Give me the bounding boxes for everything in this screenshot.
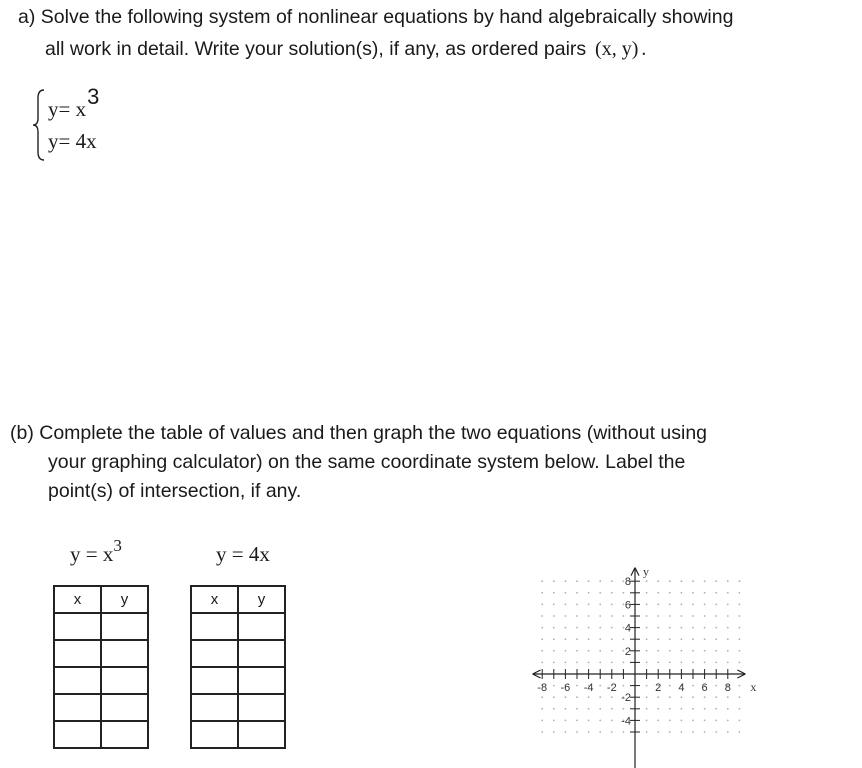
equation-1-exponent: 3 xyxy=(87,84,100,109)
grid-dot xyxy=(565,592,567,594)
grid-dot xyxy=(692,638,694,640)
grid-dot xyxy=(588,627,590,629)
grid-dot xyxy=(715,731,717,733)
grid-dot xyxy=(692,604,694,606)
grid-dot xyxy=(727,708,729,710)
grid-dot xyxy=(669,615,671,617)
grid-dot xyxy=(588,615,590,617)
grid-dot xyxy=(657,731,659,733)
table1-cell[interactable] xyxy=(54,640,101,667)
grid-dot xyxy=(704,662,706,664)
grid-dot xyxy=(565,627,567,629)
grid-dot xyxy=(739,604,741,606)
grid-dot xyxy=(611,638,613,640)
grid-dot xyxy=(576,650,578,652)
grid-dot xyxy=(646,720,648,722)
grid-dot xyxy=(611,592,613,594)
grid-dot xyxy=(646,650,648,652)
grid-dot xyxy=(681,627,683,629)
grid-dot xyxy=(576,638,578,640)
grid-dot xyxy=(565,604,567,606)
grid-dot xyxy=(588,592,590,594)
grid-dot xyxy=(739,592,741,594)
grid-dot xyxy=(611,604,613,606)
grid-dot xyxy=(646,685,648,687)
grid-dot xyxy=(646,638,648,640)
grid-dot xyxy=(681,708,683,710)
grid-dot xyxy=(576,731,578,733)
grid-dot xyxy=(576,720,578,722)
part-b-line3: point(s) of intersection, if any. xyxy=(48,480,302,502)
coordinate-grid[interactable] xyxy=(455,490,855,768)
grid-dot xyxy=(669,685,671,687)
grid-dot xyxy=(727,662,729,664)
grid-dot xyxy=(611,627,613,629)
grid-dot xyxy=(739,638,741,640)
grid-dot xyxy=(681,662,683,664)
grid-dot xyxy=(588,696,590,698)
ordered-pair: (x, y) xyxy=(595,38,639,60)
grid-dot xyxy=(541,731,543,733)
grid-dot xyxy=(565,615,567,617)
part-b-line2: your graphing calculator) on the same coordinate system below. Label the xyxy=(48,451,686,473)
grid-dot xyxy=(681,592,683,594)
grid-dot xyxy=(704,615,706,617)
grid-dot xyxy=(739,731,741,733)
x-tick-label: 2 xyxy=(655,682,662,694)
grid-dot xyxy=(541,650,543,652)
table2 xyxy=(190,585,286,749)
table1-title xyxy=(70,536,122,567)
table2-cell[interactable] xyxy=(238,613,285,640)
grid-dot xyxy=(623,638,625,640)
grid-dot xyxy=(692,685,694,687)
grid-dot xyxy=(588,708,590,710)
table1-cell[interactable] xyxy=(101,613,148,640)
grid-dot xyxy=(669,650,671,652)
grid-dot xyxy=(541,638,543,640)
grid-dot xyxy=(611,696,613,698)
table1-header-y: y xyxy=(101,586,148,613)
grid-dot xyxy=(704,696,706,698)
grid-dot xyxy=(669,662,671,664)
grid-dot xyxy=(611,731,613,733)
grid-dot xyxy=(599,650,601,652)
grid-dot xyxy=(588,731,590,733)
grid-dot xyxy=(588,662,590,664)
table2-cell[interactable] xyxy=(238,667,285,694)
grid-dot xyxy=(646,580,648,582)
table1 xyxy=(53,585,149,749)
grid-dot xyxy=(657,720,659,722)
table1-cell[interactable] xyxy=(54,721,101,748)
grid-dot xyxy=(657,650,659,652)
grid-dot xyxy=(704,592,706,594)
grid-dot xyxy=(565,731,567,733)
grid-dot xyxy=(681,731,683,733)
table1-cell[interactable] xyxy=(54,694,101,721)
grid-dot xyxy=(576,662,578,664)
grid-dot xyxy=(611,708,613,710)
grid-dot xyxy=(681,638,683,640)
grid-dot xyxy=(727,720,729,722)
grid-dot xyxy=(599,627,601,629)
grid-dot xyxy=(553,638,555,640)
table2-cell[interactable] xyxy=(191,640,238,667)
grid-dot xyxy=(657,580,659,582)
grid-dot xyxy=(646,615,648,617)
equation-1 xyxy=(48,84,100,122)
grid-dot xyxy=(669,627,671,629)
part-a-line2-text: all work in detail. Write your solution(s), if any, as ordered pairs xyxy=(45,38,587,60)
y-tick-label: -2 xyxy=(621,692,631,705)
table2-cell[interactable] xyxy=(238,694,285,721)
grid-dot xyxy=(646,731,648,733)
x-tick-label: -8 xyxy=(537,682,548,694)
grid-dot xyxy=(599,604,601,606)
grid-dot xyxy=(553,627,555,629)
x-tick-label: -6 xyxy=(560,682,571,694)
table1-cell[interactable] xyxy=(54,667,101,694)
grid-dot xyxy=(681,615,683,617)
table2-cell[interactable] xyxy=(191,613,238,640)
grid-dot xyxy=(553,580,555,582)
grid-dot xyxy=(553,708,555,710)
table2-title: y = 4x xyxy=(216,542,270,566)
grid-dot xyxy=(576,627,578,629)
grid-dot xyxy=(588,720,590,722)
grid-dot xyxy=(739,708,741,710)
grid-dot xyxy=(541,708,543,710)
grid-dot xyxy=(576,615,578,617)
grid-dot xyxy=(692,627,694,629)
grid-dot xyxy=(599,696,601,698)
grid-dot xyxy=(669,731,671,733)
grid-dot xyxy=(704,731,706,733)
grid-dot xyxy=(727,627,729,629)
grid-dot xyxy=(692,662,694,664)
table1-title-base: y = x xyxy=(70,542,114,566)
y-tick-label: 2 xyxy=(624,645,631,658)
grid-dot xyxy=(623,731,625,733)
grid-dot xyxy=(704,708,706,710)
grid-dot xyxy=(553,731,555,733)
grid-dot xyxy=(623,662,625,664)
grid-dot xyxy=(681,604,683,606)
grid-dot xyxy=(657,592,659,594)
equation-2: y= 4x xyxy=(48,129,97,153)
grid-dot xyxy=(611,662,613,664)
grid-dot xyxy=(599,638,601,640)
grid-dot xyxy=(681,650,683,652)
table2-cell[interactable] xyxy=(238,721,285,748)
grid-dot xyxy=(669,638,671,640)
table1-cell[interactable] xyxy=(101,694,148,721)
grid-dot xyxy=(565,662,567,664)
grid-dot xyxy=(576,580,578,582)
grid-dot xyxy=(541,627,543,629)
table1-cell[interactable] xyxy=(101,640,148,667)
grid-dot xyxy=(715,580,717,582)
grid-dot xyxy=(727,731,729,733)
y-tick-label: -4 xyxy=(621,715,631,728)
grid-dot xyxy=(727,580,729,582)
equation-1-base: y= x xyxy=(48,97,87,121)
grid-dot xyxy=(657,615,659,617)
grid-dot xyxy=(657,662,659,664)
grid-dot xyxy=(669,696,671,698)
grid-dot xyxy=(541,604,543,606)
table2-header-y: y xyxy=(238,586,285,613)
grid-dot xyxy=(565,650,567,652)
grid-dot xyxy=(692,592,694,594)
grid-dot xyxy=(565,638,567,640)
grid-dot xyxy=(727,696,729,698)
x-tick-label: 8 xyxy=(724,682,731,694)
grid-dot xyxy=(692,708,694,710)
grid-dot xyxy=(553,720,555,722)
grid-dot xyxy=(669,708,671,710)
grid-dot xyxy=(599,592,601,594)
grid-dot xyxy=(657,627,659,629)
grid-dot xyxy=(715,696,717,698)
grid-dot xyxy=(715,650,717,652)
grid-dot xyxy=(541,592,543,594)
table1-cell[interactable] xyxy=(54,613,101,640)
period: . xyxy=(641,39,647,60)
grid-dot xyxy=(739,615,741,617)
grid-dot xyxy=(669,604,671,606)
grid-dot xyxy=(715,627,717,629)
grid-dot xyxy=(565,696,567,698)
grid-dot xyxy=(599,720,601,722)
x-tick-label: 4 xyxy=(678,682,685,694)
grid-dot xyxy=(541,696,543,698)
grid-dot xyxy=(541,662,543,664)
grid-dot xyxy=(739,580,741,582)
grid-dot xyxy=(599,662,601,664)
x-axis-label: x xyxy=(750,680,757,694)
y-tick-label: 4 xyxy=(624,622,631,635)
grid-dot xyxy=(739,685,741,687)
grid-dot xyxy=(657,696,659,698)
grid-dot xyxy=(692,731,694,733)
grid-dot xyxy=(588,650,590,652)
table1-title-exponent: 3 xyxy=(113,536,122,555)
grid-dot xyxy=(715,662,717,664)
grid-dot xyxy=(541,720,543,722)
grid-dot xyxy=(692,696,694,698)
table1-cell[interactable] xyxy=(101,721,148,748)
grid-dot xyxy=(623,592,625,594)
grid-dot xyxy=(739,720,741,722)
grid-dot xyxy=(727,615,729,617)
table1-header-x: x xyxy=(54,586,101,613)
grid-dot xyxy=(576,685,578,687)
grid-dot xyxy=(646,592,648,594)
grid-dot xyxy=(553,685,555,687)
part-b-line1: (b) Complete the table of values and then graph the two equations (without using xyxy=(10,422,708,444)
grid-dot xyxy=(588,580,590,582)
grid-dot xyxy=(727,592,729,594)
grid-dot xyxy=(657,604,659,606)
grid-dot xyxy=(553,696,555,698)
grid-dot xyxy=(692,650,694,652)
grid-dot xyxy=(565,720,567,722)
x-tick-label: -2 xyxy=(606,682,617,694)
grid-dot xyxy=(727,650,729,652)
grid-dot xyxy=(599,685,601,687)
grid-dot xyxy=(599,731,601,733)
grid-dot xyxy=(646,696,648,698)
grid-dot xyxy=(553,592,555,594)
grid-dot xyxy=(704,580,706,582)
y-tick-label: 6 xyxy=(624,599,631,612)
table2-cell[interactable] xyxy=(191,667,238,694)
grid-dot xyxy=(715,685,717,687)
grid-dot xyxy=(553,650,555,652)
grid-dot xyxy=(739,627,741,629)
x-tick-label: -4 xyxy=(583,682,594,694)
grid-dot xyxy=(715,638,717,640)
grid-dot xyxy=(541,615,543,617)
y-axis-label: y xyxy=(643,564,649,579)
grid-dot xyxy=(553,662,555,664)
grid-dot xyxy=(739,662,741,664)
table2-cell[interactable] xyxy=(191,721,238,748)
part-a-line2 xyxy=(45,38,646,61)
grid-dot xyxy=(611,720,613,722)
grid-dot xyxy=(681,696,683,698)
grid-dot xyxy=(599,615,601,617)
grid-dot xyxy=(565,580,567,582)
grid-dot xyxy=(553,615,555,617)
grid-dot xyxy=(715,720,717,722)
grid-dot xyxy=(681,720,683,722)
grid-dot xyxy=(646,708,648,710)
grid-dot xyxy=(727,604,729,606)
grid-dot xyxy=(704,604,706,606)
y-tick-label: 8 xyxy=(624,576,631,589)
grid-dot xyxy=(646,604,648,606)
grid-dot xyxy=(623,615,625,617)
grid-dot xyxy=(657,638,659,640)
grid-dot xyxy=(576,604,578,606)
grid-dot xyxy=(669,720,671,722)
part-a-line1: a) Solve the following system of nonlinear equations by hand algebraically showing xyxy=(18,6,734,28)
table2-cell[interactable] xyxy=(191,694,238,721)
grid-dot xyxy=(657,708,659,710)
table2-cell[interactable] xyxy=(238,640,285,667)
grid-dot xyxy=(611,580,613,582)
grid-dot xyxy=(727,638,729,640)
grid-dot xyxy=(715,708,717,710)
grid-dot xyxy=(623,685,625,687)
grid-dot xyxy=(541,580,543,582)
grid-dot xyxy=(681,580,683,582)
grid-dot xyxy=(692,720,694,722)
grid-dot xyxy=(704,638,706,640)
grid-dot xyxy=(588,638,590,640)
grid-dot xyxy=(646,662,648,664)
grid-dot xyxy=(692,580,694,582)
grid-dot xyxy=(669,580,671,582)
grid-dot xyxy=(599,580,601,582)
grid-dot xyxy=(692,615,694,617)
grid-dot xyxy=(576,592,578,594)
table1-cell[interactable] xyxy=(101,667,148,694)
grid-dot xyxy=(715,592,717,594)
grid-dot xyxy=(599,708,601,710)
grid-dot xyxy=(623,708,625,710)
x-tick-label: 6 xyxy=(701,682,708,694)
grid-dot xyxy=(669,592,671,594)
system-brace xyxy=(32,88,48,162)
grid-dot xyxy=(576,708,578,710)
grid-dot xyxy=(588,604,590,606)
grid-dot xyxy=(715,615,717,617)
table2-header-x: x xyxy=(191,586,238,613)
grid-dot xyxy=(739,650,741,652)
grid-dot xyxy=(611,650,613,652)
grid-dot xyxy=(704,650,706,652)
grid-dot xyxy=(553,604,555,606)
grid-dot xyxy=(565,708,567,710)
grid-dot xyxy=(715,604,717,606)
grid-dot xyxy=(704,720,706,722)
grid-dot xyxy=(739,696,741,698)
grid-dot xyxy=(646,627,648,629)
grid-dot xyxy=(611,615,613,617)
grid-dot xyxy=(576,696,578,698)
grid-dot xyxy=(704,627,706,629)
